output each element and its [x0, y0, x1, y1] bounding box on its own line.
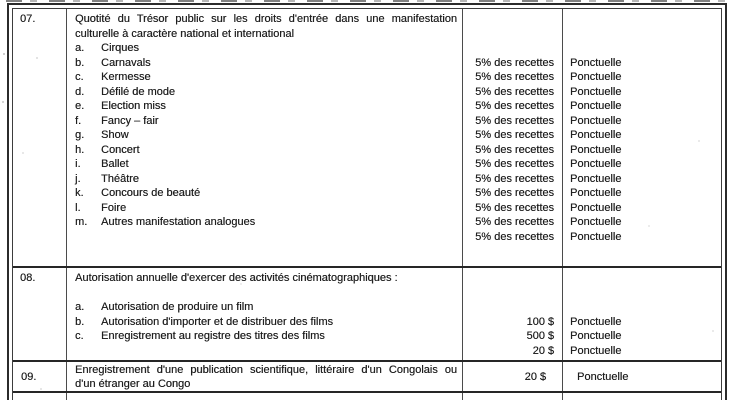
frequency-value: Ponctuelle [570, 315, 622, 328]
item-label: Concert [101, 143, 140, 156]
row-number-text: 07. [20, 13, 36, 25]
item-letter: b. [75, 56, 85, 69]
stub-cell [563, 393, 721, 400]
frequency-value: Ponctuelle [570, 56, 622, 69]
frequency-value: Ponctuelle [570, 230, 622, 243]
item-letter: h. [75, 143, 85, 156]
item-label: Cirques [101, 42, 139, 54]
item-letter: f. [75, 114, 82, 127]
fee-item [75, 215, 457, 230]
amount-value: 500 $ [526, 330, 554, 342]
item-letter: m. [75, 216, 88, 228]
description-title-line: Autorisation annuelle d'exercer des activités cinématographiques : [75, 272, 398, 284]
fee-item [75, 56, 457, 71]
amount-value: 5% des recettes [475, 201, 554, 214]
frequency-value: Ponctuelle [570, 158, 622, 170]
amount-value: 5% des recettes [475, 56, 554, 69]
stub-cell [67, 393, 463, 400]
frequency-value: Ponctuelle [570, 129, 622, 141]
fee-items-list [75, 41, 457, 230]
fee-items-list [75, 300, 457, 344]
fee-item [75, 201, 457, 216]
description-line-2: d'un étranger au Congo [75, 377, 191, 390]
item-label: Défilé de mode [101, 85, 175, 98]
row-number-text: 09. [21, 370, 37, 383]
frequency-value [563, 41, 721, 56]
amount-value: 5% des recettes [475, 187, 554, 199]
stub-cell [463, 393, 563, 400]
fee-item [75, 41, 457, 56]
fee-item [75, 114, 457, 129]
description-line-1: Enregistrement d'une publication scientifique, littéraire d'un Congolais ou [75, 363, 457, 376]
amount-value: 5% des recettes [475, 158, 554, 170]
amount-value: 5% des recettes [475, 216, 554, 228]
amounts-column [463, 9, 563, 266]
frequency-value: Ponctuelle [570, 71, 622, 83]
blank-line [75, 286, 457, 301]
amount-value: 20 $ [532, 344, 554, 357]
fee-item [75, 329, 457, 344]
fee-item [75, 128, 457, 143]
table-row-08 [13, 268, 721, 362]
amount-value: 5% des recettes [475, 172, 554, 185]
item-letter: k. [75, 187, 84, 199]
scan-speckles [0, 0, 2, 2]
row-number-text: 08. [20, 272, 36, 284]
item-label: Théâtre [101, 172, 139, 185]
amount-value: 5% des recettes [475, 71, 554, 83]
table-row-07 [13, 9, 721, 268]
amount-value [463, 300, 562, 315]
frequency-value: Ponctuelle [570, 344, 622, 357]
frequency-value [563, 27, 721, 42]
item-label: Foire [101, 201, 127, 214]
item-letter: i. [75, 158, 81, 170]
amount-value [463, 12, 562, 27]
row-number [13, 362, 67, 391]
row-description [67, 362, 463, 391]
item-label: Carnavals [101, 56, 151, 69]
frequency-value [563, 300, 721, 315]
frequency-value: Ponctuelle [577, 370, 629, 383]
frequency-column [563, 268, 721, 360]
item-label: Ballet [101, 158, 129, 170]
fee-item [75, 70, 457, 85]
amount-value: 5% des recettes [475, 143, 554, 156]
item-label: Autorisation de produire un film [101, 301, 254, 313]
row-number [13, 268, 67, 360]
description-title-line-2: culturelle à caractère national et international [75, 27, 294, 40]
fee-item [75, 186, 457, 201]
frequency-value: Ponctuelle [570, 172, 622, 185]
amount-value: 100 $ [526, 315, 554, 328]
amount-value: 5% des recettes [475, 85, 554, 98]
item-label: Autres manifestation analogues [101, 216, 256, 228]
amount-value [463, 286, 562, 301]
amount-value [463, 271, 562, 286]
frequency-value: Ponctuelle [570, 114, 622, 127]
description-title-line-1: Quotité du Trésor public sur les droits d'entrée dans une manifestation [75, 13, 457, 25]
item-letter: a. [75, 301, 85, 313]
fee-item [75, 143, 457, 158]
item-letter: d. [75, 85, 85, 98]
frequency-value [563, 271, 721, 286]
item-label: Show [101, 129, 129, 141]
frequency-value [563, 286, 721, 301]
item-letter: c. [75, 330, 84, 342]
frequency-value: Ponctuelle [570, 330, 622, 342]
item-letter: e. [75, 100, 85, 112]
frequency-value: Ponctuelle [570, 187, 622, 199]
item-letter: l. [75, 201, 81, 214]
frequency-column [563, 9, 721, 266]
amount-value: 5% des recettes [475, 114, 554, 127]
fee-item [75, 315, 457, 330]
amount-value: 5% des recettes [475, 100, 554, 112]
amount-value [463, 41, 562, 56]
item-letter: b. [75, 315, 85, 328]
item-label: Autorisation d'importer et de distribuer des films [101, 315, 333, 328]
table-row-09 [13, 362, 721, 393]
fee-item [75, 300, 457, 315]
row-description [67, 268, 463, 360]
item-label: Concours de beauté [101, 187, 201, 199]
scan-edge-noise [6, 0, 733, 2]
stub-cell [13, 393, 67, 400]
fees-table [7, 3, 727, 400]
item-label: Fancy – fair [101, 114, 159, 127]
amount-value: 5% des recettes [475, 129, 554, 141]
item-letter: g. [75, 129, 85, 141]
frequency-value: Ponctuelle [570, 201, 622, 214]
frequency-column [563, 362, 721, 391]
frequency-value: Ponctuelle [570, 216, 622, 228]
fee-item [75, 157, 457, 172]
item-label: Election miss [101, 100, 166, 112]
fee-item [75, 172, 457, 187]
item-letter: j. [75, 172, 81, 185]
amounts-column [463, 268, 563, 360]
amounts-column [463, 362, 563, 391]
fee-item [75, 85, 457, 100]
amount-value: 20 $ [524, 370, 546, 383]
item-label: Kermesse [101, 71, 151, 83]
frequency-value [563, 12, 721, 27]
amount-value [463, 27, 562, 42]
row-description [67, 9, 463, 266]
amount-value: 5% des recettes [475, 230, 554, 243]
frequency-value: Ponctuelle [570, 100, 622, 112]
continuation-stub-row [13, 393, 721, 400]
item-letter: a. [75, 42, 85, 54]
item-label: Enregistrement au registre des titres des films [101, 330, 325, 342]
item-letter: c. [75, 71, 84, 83]
frequency-value: Ponctuelle [570, 85, 622, 98]
row-number [13, 9, 67, 266]
fees-table-inner [12, 8, 722, 400]
fee-item [75, 99, 457, 114]
frequency-value: Ponctuelle [570, 143, 622, 156]
